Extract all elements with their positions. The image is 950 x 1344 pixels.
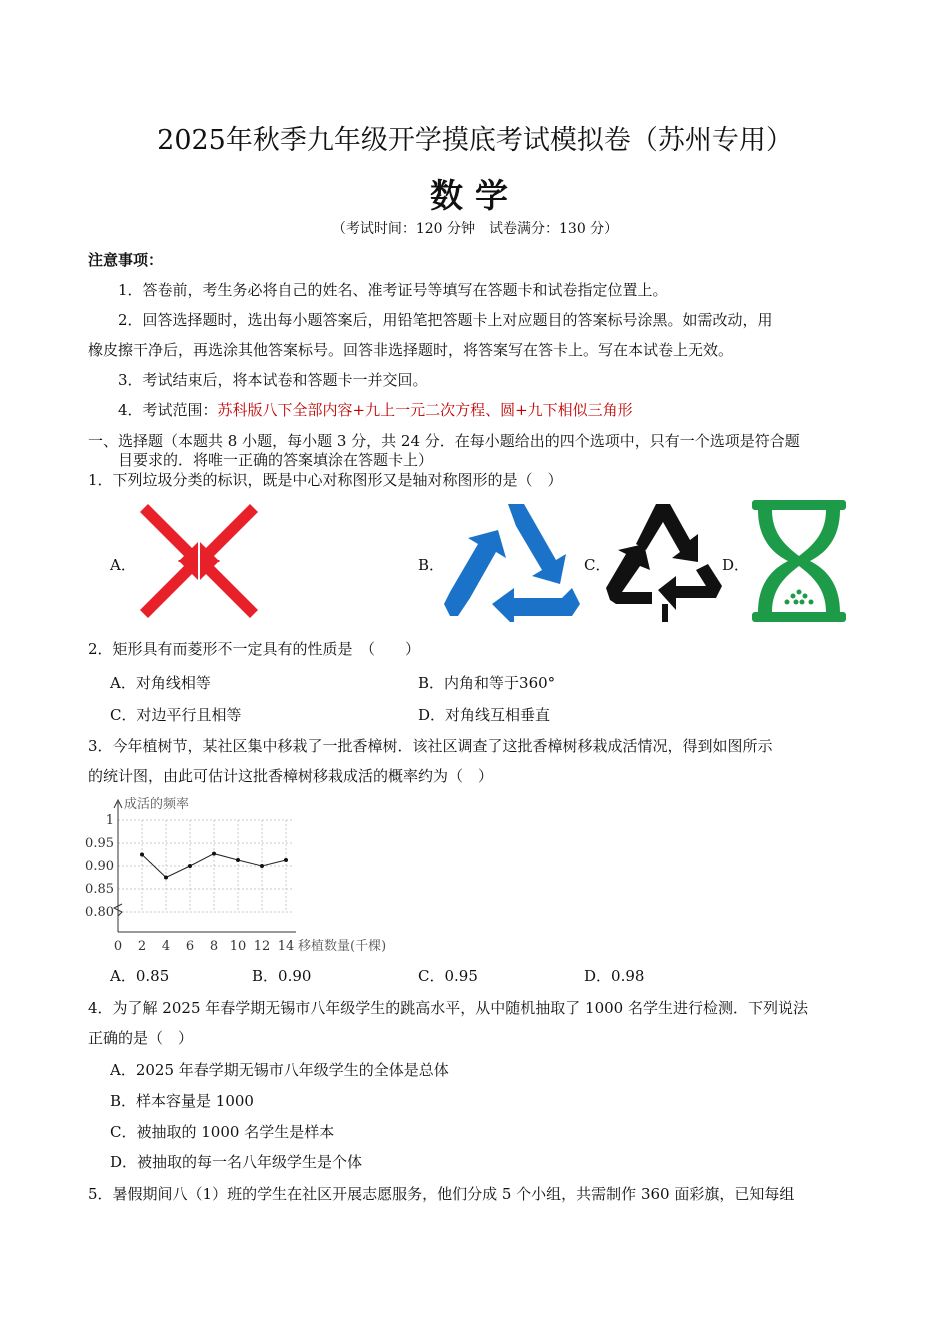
q2-option-b[interactable]: B．内角和等于360°	[418, 674, 556, 692]
y-tick-label: 0.95	[85, 836, 114, 851]
y-tick-label: 0.85	[85, 882, 114, 897]
q4-option-b[interactable]: B．样本容量是 1000	[110, 1092, 254, 1110]
q3-option-b[interactable]: B．0.90	[252, 967, 312, 985]
x-tick-label: 2	[137, 939, 147, 954]
q1-option-b-label[interactable]: B．	[418, 556, 445, 574]
data-point	[284, 858, 288, 862]
recycle-blue-icon[interactable]	[444, 500, 580, 622]
q4-option-c[interactable]: C．被抽取的 1000 名学生是样本	[110, 1123, 335, 1141]
survival-frequency-chart	[82, 792, 422, 960]
subject-title: 数学	[430, 176, 520, 215]
note-item-2b: 橡皮擦干净后，再选涂其他答案标号。回答非选择题时，将答案写在答卡上。写在本试卷上无效。	[88, 341, 734, 359]
x-tick-label: 6	[185, 939, 195, 954]
data-point	[188, 864, 192, 868]
data-point	[260, 864, 264, 868]
data-point	[236, 858, 240, 862]
q5-stem-1: 5．暑假期间八（1）班的学生在社区开展志愿服务，他们分成 5 个小组，共需制作 360 面彩旗，已知每组	[88, 1185, 795, 1203]
q3-stem-1: 3．今年植树节，某社区集中移栽了一批香樟树．该社区调查了这批香樟树移栽成活情况，得到如图所示	[88, 737, 773, 755]
note-item-1: 1．答卷前，考生务必将自己的姓名、准考证号等填写在答题卡和试卷指定位置上。	[118, 281, 668, 299]
q3-option-d[interactable]: D．0.98	[584, 967, 645, 985]
q1-option-d-label[interactable]: D．	[722, 556, 750, 574]
q3-option-a[interactable]: A．0.85	[110, 967, 170, 985]
y-tick-label: 0.80	[85, 905, 114, 920]
data-point	[164, 876, 168, 880]
note-item-2a: 2．回答选择题时，选出每小题答案后，用铅笔把答题卡上对应题目的答案标号涂黑。如需改动，用	[118, 311, 773, 329]
q1-stem: 1．下列垃圾分类的标识，既是中心对称图形又是轴对称图形的是（ ）	[88, 471, 563, 489]
q3-option-c[interactable]: C．0.95	[418, 967, 478, 985]
q4-option-d[interactable]: D．被抽取的每一名八年级学生是个体	[110, 1153, 363, 1171]
q4-option-a[interactable]: A．2025 年春学期无锡市八年级学生的全体是总体	[110, 1061, 449, 1079]
note-item-4	[118, 400, 633, 420]
q4-stem-1: 4．为了解 2025 年春学期无锡市八年级学生的跳高水平，从中随机抽取了 1000 名学生进行检测．下列说法	[88, 999, 808, 1017]
q2-option-c[interactable]: C．对边平行且相等	[110, 706, 242, 724]
q1-option-a-label[interactable]: A．	[110, 556, 136, 574]
q3-stem-2: 的统计图，由此可估计这批香樟树移栽成活的概率约为（ ）	[88, 767, 494, 785]
exam-title: 2025年秋季九年级开学摸底考试模拟卷（苏州专用）	[157, 125, 793, 156]
x-tick-label: 8	[209, 939, 219, 954]
x-tick-label: 4	[161, 939, 171, 954]
q2-option-d[interactable]: D．对角线互相垂直	[418, 706, 551, 724]
data-point	[140, 853, 144, 857]
data-point	[212, 852, 216, 856]
y-tick-label: 1	[105, 813, 114, 828]
exam-scope: 苏科版八下全部内容+九上一元二次方程、圆+九下相似三角形	[217, 401, 633, 419]
section-1-line-1: 一、选择题（本题共 8 小题，每小题 3 分，共 24 分．在每小题给出的四个选项中，只有一个选项是符合题	[88, 432, 800, 450]
note-item-4-prefix: 4．考试范围：	[118, 401, 218, 419]
y-tick-label: 0.90	[85, 859, 114, 874]
chart-x-label: 移植数量(千棵)	[298, 939, 387, 954]
x-tick-label: 14	[277, 939, 295, 954]
q4-stem-2: 正确的是（ ）	[88, 1029, 194, 1047]
chart-grid	[118, 820, 292, 912]
q1-option-c-label[interactable]: C．	[584, 556, 611, 574]
hourglass-icon[interactable]	[752, 500, 846, 622]
note-item-3: 3．考试结束后，将本试卷和答题卡一并交回。	[118, 371, 428, 389]
x-tick-label: 0	[113, 939, 123, 954]
arrows-inward-icon[interactable]	[136, 500, 262, 622]
x-tick-label: 10	[229, 939, 247, 954]
q2-stem: 2．矩形具有而菱形不一定具有的性质是 （ ）	[88, 640, 421, 658]
notes-heading: 注意事项：	[88, 251, 164, 269]
chart-y-label: 成活的频率	[124, 797, 190, 812]
x-tick-label: 12	[253, 939, 271, 954]
section-1-line-2: 目要求的．将唯一正确的答案填涂在答题卡上）	[118, 451, 434, 469]
chart-axes	[114, 800, 296, 932]
exam-meta: （考试时间：120 分钟 试卷满分：130 分）	[331, 221, 619, 237]
q2-option-a[interactable]: A．对角线相等	[110, 674, 211, 692]
recycle-black-icon[interactable]	[606, 500, 722, 622]
